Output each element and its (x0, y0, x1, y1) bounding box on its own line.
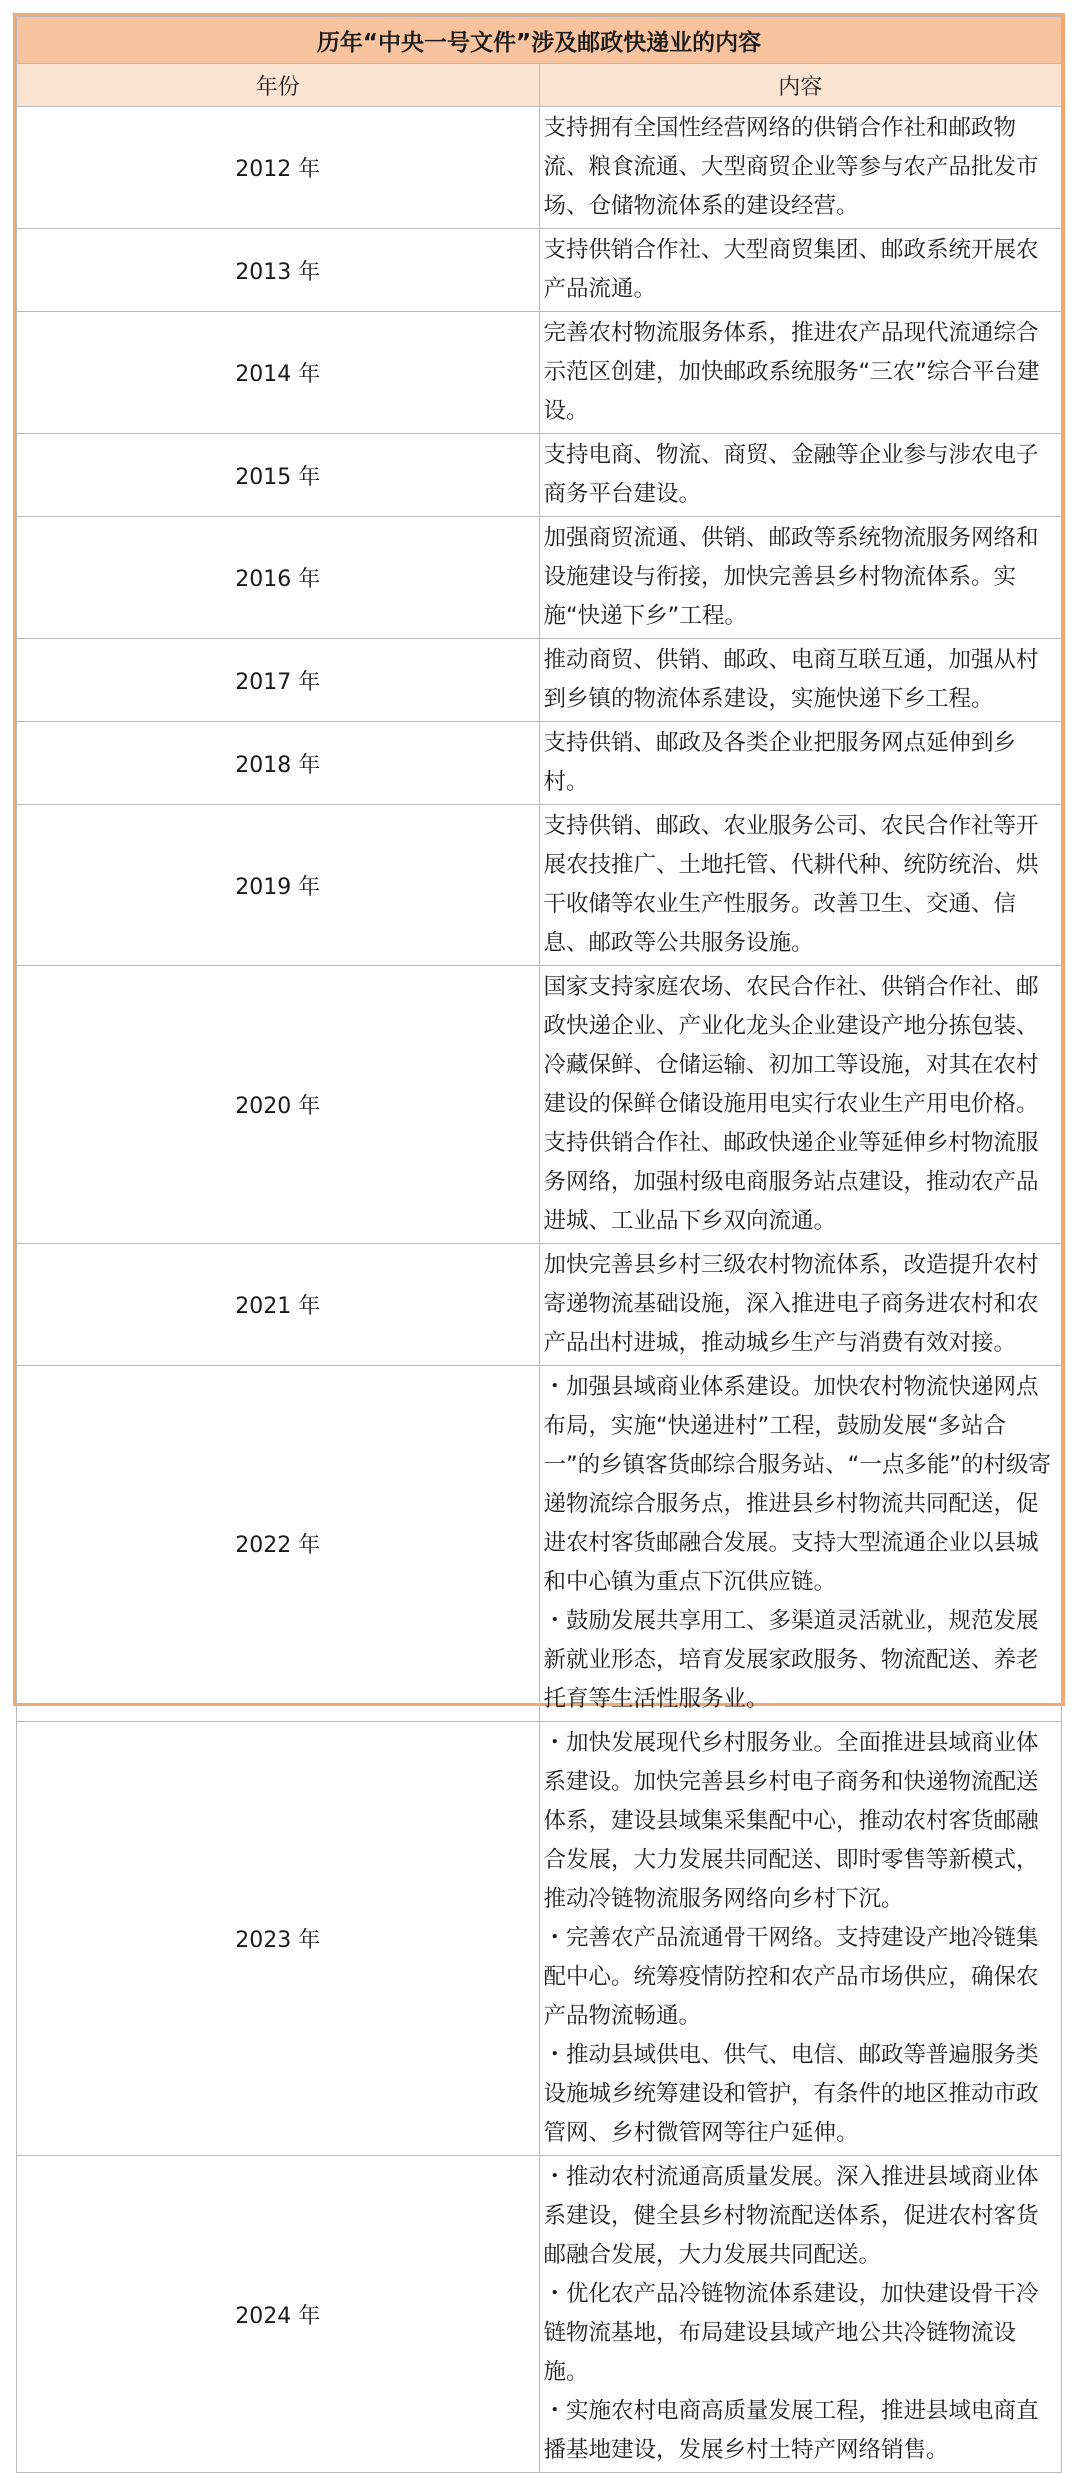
content-paragraph: 支持供销、邮政、农业服务公司、农民合作社等开展农技推广、土地托管、代耕代种、统防统治、烘干收储等农业生产性服务。改善卫生、交通、信息、邮政等公共服务设施。 (543, 813, 1039, 956)
content-cell (539, 517, 1062, 639)
content-paragraph: ・实施农村电商高质量发展工程，推进县域电商直播基地建设，发展乡村土特产网络销售。 (543, 2398, 1039, 2463)
table-row (17, 312, 1062, 434)
table-row (17, 1244, 1062, 1366)
table-row (17, 722, 1062, 805)
content-cell (539, 229, 1062, 312)
content-cell (539, 1366, 1062, 1722)
content-cell (539, 1244, 1062, 1366)
content-cell (539, 1722, 1062, 2156)
policy-table (16, 16, 1062, 2473)
year-cell: 2012 年 (17, 107, 540, 229)
year-cell: 2015 年 (17, 434, 540, 517)
content-cell (539, 434, 1062, 517)
content-column-header: 内容 (539, 64, 1062, 107)
content-cell (539, 312, 1062, 434)
content-paragraph: 加强商贸流通、供销、邮政等系统物流服务网络和设施建设与衔接，加快完善县乡村物流体系。实施“快递下乡”工程。 (543, 525, 1039, 629)
content-cell (539, 805, 1062, 966)
content-cell (539, 107, 1062, 229)
content-paragraph: 支持供销合作社、大型商贸集团、邮政系统开展农产品流通。 (543, 237, 1039, 302)
year-cell: 2024 年 (17, 2156, 540, 2473)
content-cell (539, 966, 1062, 1244)
table-row (17, 1366, 1062, 1722)
content-paragraph: 完善农村物流服务体系，推进农产品现代流通综合示范区创建，加快邮政系统服务“三农”综合平台建设。 (543, 320, 1040, 424)
content-paragraph: ・推动农村流通高质量发展。深入推进县域商业体系建设，健全县乡村物流配送体系，促进农村客货邮融合发展，大力发展共同配送。 (543, 2164, 1039, 2268)
table-row (17, 2156, 1062, 2473)
table-row (17, 966, 1062, 1244)
content-paragraph: ・加强县域商业体系建设。加快农村物流快递网点布局，实施“快递进村”工程，鼓励发展“多站合一”的乡镇客货邮综合服务站、“一点多能”的村级寄递物流综合服务点，推进县乡村物流共同配送，促进农村客货邮融合发展。支持大型流通企业以县城和中心镇为重点下沉供应链。 (543, 1374, 1051, 1595)
content-paragraph: ・鼓励发展共享用工、多渠道灵活就业，规范发展新就业形态，培育发展家政服务、物流配送、养老托育等生活性服务业。 (543, 1608, 1039, 1712)
year-cell: 2016 年 (17, 517, 540, 639)
content-paragraph: ・推动县域供电、供气、电信、邮政等普遍服务类设施城乡统筹建设和管护，有条件的地区推动市政管网、乡村微管网等往户延伸。 (543, 2042, 1039, 2146)
year-cell: 2020 年 (17, 966, 540, 1244)
content-paragraph: ・加快发展现代乡村服务业。全面推进县域商业体系建设。加快完善县乡村电子商务和快递物流配送体系，建设县域集采集配中心，推动农村客货邮融合发展，大力发展共同配送、即时零售等新模式，推动冷链物流服务网络向乡村下沉。 (543, 1730, 1039, 1912)
content-paragraph: 支持电商、物流、商贸、金融等企业参与涉农电子商务平台建设。 (543, 442, 1039, 507)
year-cell: 2019 年 (17, 805, 540, 966)
content-cell (539, 722, 1062, 805)
title-row (17, 17, 1062, 64)
year-column-header: 年份 (17, 64, 540, 107)
content-paragraph: 国家支持家庭农场、农民合作社、供销合作社、邮政快递企业、产业化龙头企业建设产地分拣包装、冷藏保鲜、仓储运输、初加工等设施，对其在农村建设的保鲜仓储设施用电实行农业生产用电价格。支持供销合作社、邮政快递企业等延伸乡村物流服务网络，加强村级电商服务站点建设，推动农产品进城、工业品下乡双向流通。 (543, 974, 1039, 1234)
year-cell: 2023 年 (17, 1722, 540, 2156)
year-cell: 2018 年 (17, 722, 540, 805)
table-title: 历年“中央一号文件”涉及邮政快递业的内容 (17, 17, 1062, 64)
content-paragraph: 推动商贸、供销、邮政、电商互联互通，加强从村到乡镇的物流体系建设，实施快递下乡工程。 (543, 647, 1039, 712)
content-cell (539, 2156, 1062, 2473)
year-cell: 2014 年 (17, 312, 540, 434)
header-row (17, 64, 1062, 107)
table-row (17, 229, 1062, 312)
content-paragraph: ・完善农产品流通骨干网络。支持建设产地冷链集配中心。统筹疫情防控和农产品市场供应，确保农产品物流畅通。 (543, 1925, 1039, 2029)
content-cell (539, 639, 1062, 722)
table-row (17, 107, 1062, 229)
content-paragraph: ・优化农产品冷链物流体系建设，加快建设骨干冷链物流基地，布局建设县域产地公共冷链物流设施。 (543, 2281, 1039, 2385)
year-cell: 2022 年 (17, 1366, 540, 1722)
policy-table-frame (13, 13, 1065, 2463)
content-paragraph: 加快完善县乡村三级农村物流体系，改造提升农村寄递物流基础设施，深入推进电子商务进农村和农产品出村进城，推动城乡生产与消费有效对接。 (543, 1252, 1039, 1356)
content-paragraph: 支持供销、邮政及各类企业把服务网点延伸到乡村。 (543, 730, 1017, 795)
table-row (17, 517, 1062, 639)
year-cell: 2017 年 (17, 639, 540, 722)
table-row (17, 1722, 1062, 2156)
content-paragraph: 支持拥有全国性经营网络的供销合作社和邮政物流、粮食流通、大型商贸企业等参与农产品批发市场、仓储物流体系的建设经营。 (543, 115, 1039, 219)
table-row (17, 639, 1062, 722)
year-cell: 2013 年 (17, 229, 540, 312)
year-cell: 2021 年 (17, 1244, 540, 1366)
table-row (17, 434, 1062, 517)
table-row (17, 805, 1062, 966)
